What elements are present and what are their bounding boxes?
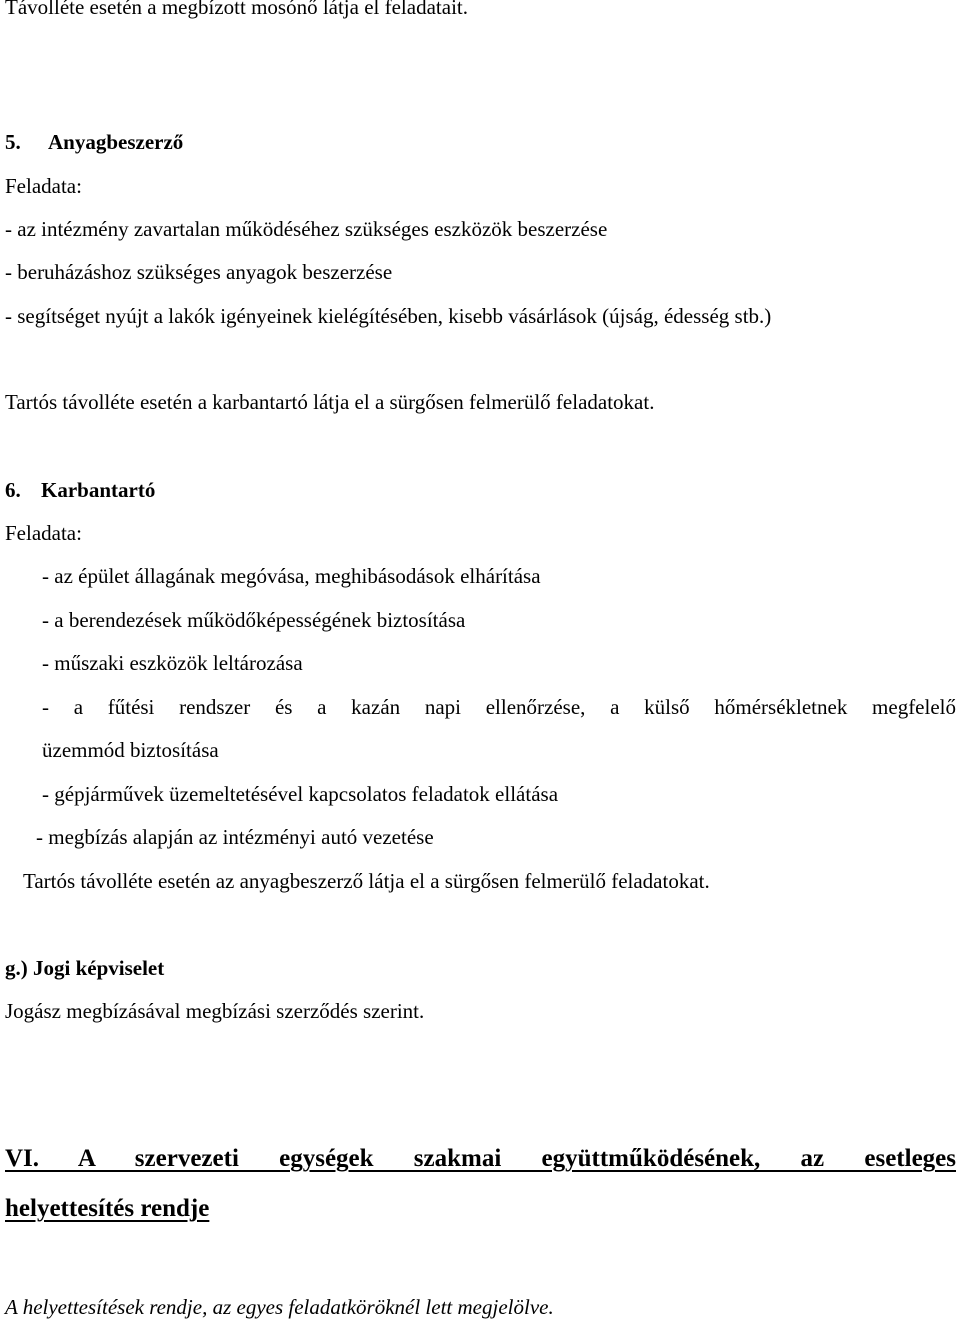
- section-6-item: - a berendezések működőképességének biztosítása: [42, 608, 466, 632]
- section-6-item: - az épület állagának megóvása, meghibásodások elhárítása: [42, 564, 541, 588]
- section-5-item: - az intézmény zavartalan működéséhez szükséges eszközök beszerzése: [5, 217, 608, 241]
- section-5-label: Feladata:: [5, 174, 82, 198]
- section-5-item: - beruházáshoz szükséges anyagok beszerzése: [5, 260, 393, 284]
- chapter-vi-title-line2: helyettesítés rendje: [5, 1195, 210, 1222]
- section-g-title: g.) Jogi képviselet: [5, 956, 165, 980]
- section-6-item: - gépjárművek üzemeltetésével kapcsolatos feladatok ellátása: [42, 782, 559, 806]
- section-6-substitute: Tartós távolléte esetén az anyagbeszerző látja el a sürgősen felmerülő feladatokat.: [23, 869, 710, 893]
- section-6-item: - a fűtési rendszer és a kazán napi ellenőrzése, a külső hőmérsékletnek megfelelő: [42, 695, 956, 719]
- section-5-substitute: Tartós távolléte esetén a karbantartó látja el a sürgősen felmerülő feladatokat.: [5, 390, 655, 414]
- section-6-item-continuation: üzemmód biztosítása: [42, 738, 219, 762]
- chapter-vi-title-line1: VI. A szervezeti egységek szakmai együttműködésének, az esetleges: [5, 1145, 956, 1172]
- section-5-item: - segítséget nyújt a lakók igényeinek kielégítésében, kisebb vásárlások (újság, édesség stb.): [5, 304, 772, 328]
- chapter-vi-text: A helyettesítések rendje, az egyes feladatköröknél lett megjelölve.: [5, 1295, 554, 1319]
- section-6-title: Karbantartó: [41, 478, 156, 502]
- paragraph-top: Távolléte esetén a megbízott mosónő látja el feladatait.: [5, 0, 468, 19]
- section-5-number: 5.: [5, 130, 21, 154]
- section-6-label: Feladata:: [5, 521, 82, 545]
- section-6-number: 6.: [5, 478, 21, 502]
- section-6-item: - megbízás alapján az intézményi autó vezetése: [36, 825, 434, 849]
- section-5-title: Anyagbeszerző: [48, 130, 184, 154]
- section-g-text: Jogász megbízásával megbízási szerződés szerint.: [5, 999, 425, 1023]
- section-6-item: - műszaki eszközök leltározása: [42, 651, 303, 675]
